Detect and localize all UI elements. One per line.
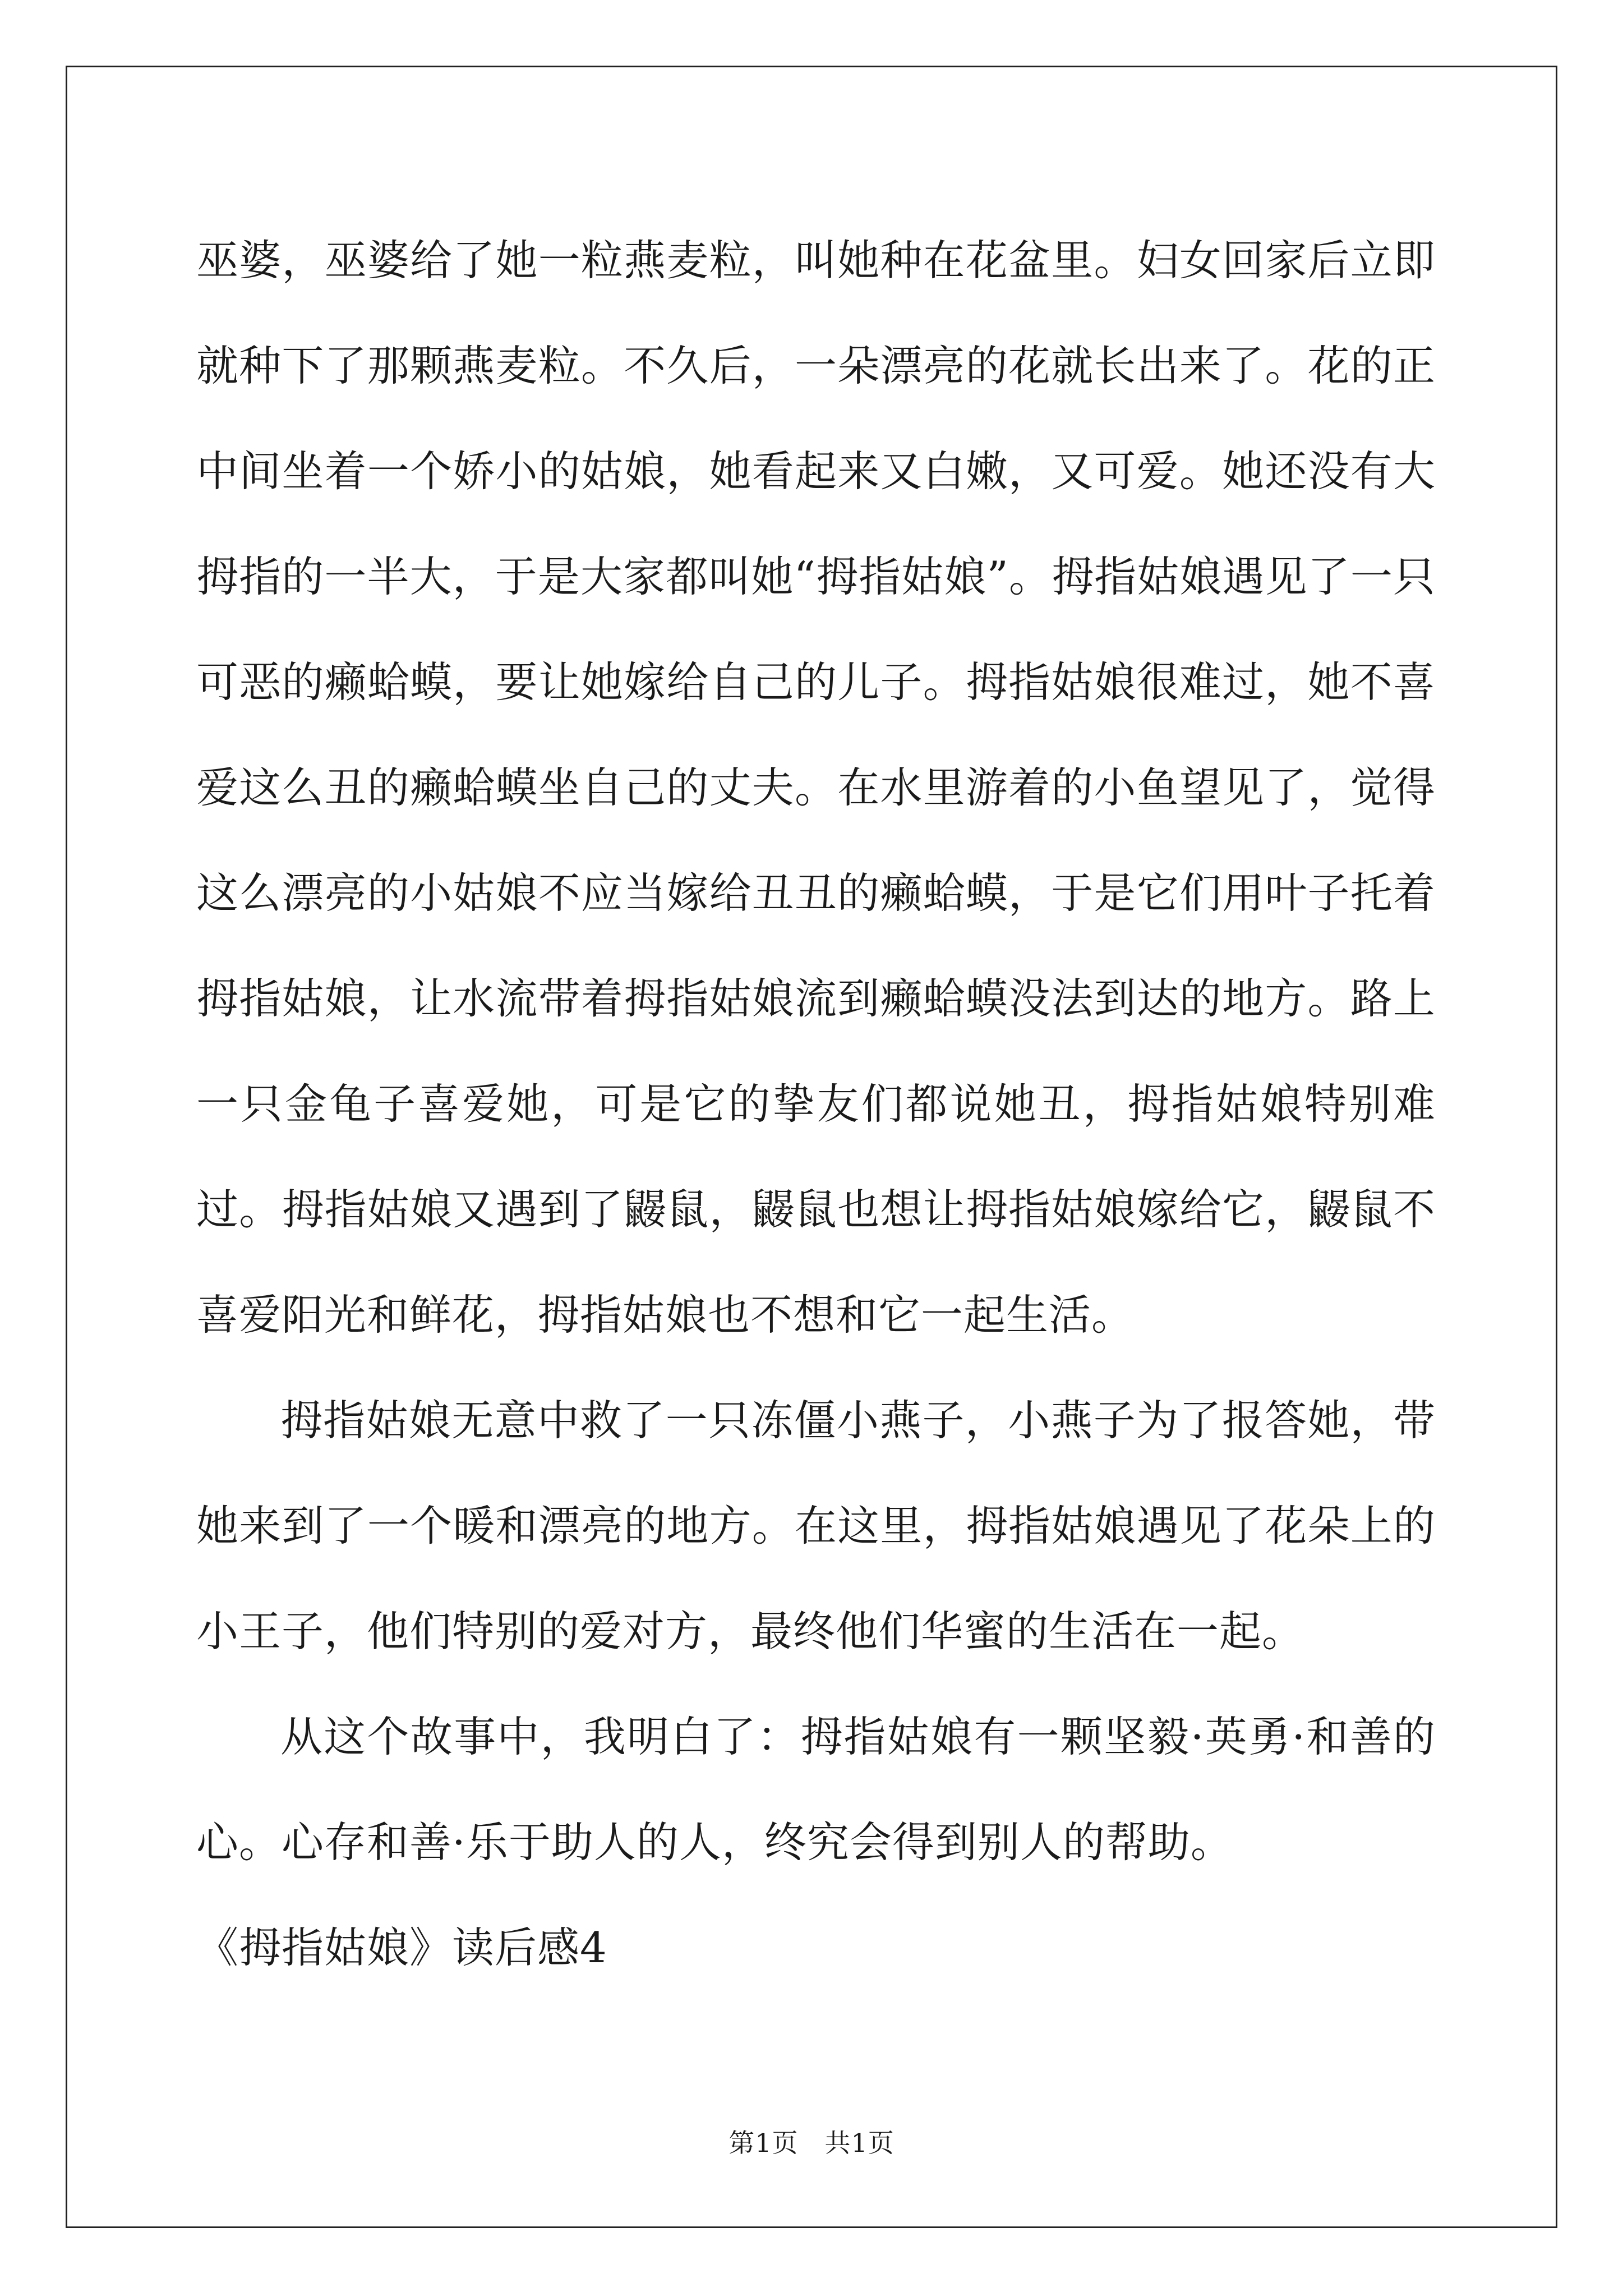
section-heading: 《拇指姑娘》读后感4 [196,1923,607,1972]
paragraph-3: 从这个故事中，我明白了：拇指姑娘有一颗坚毅·英勇·和善的心。心存和善·乐于助人的人，终究会得到别人的帮助。 [196,1712,1436,1867]
paragraph-1: 巫婆，巫婆给了她一粒燕麦粒，叫她种在花盆里。妇女回家后立即就种下了那颗燕麦粒。不久后，一朵漂亮的花就长出来了。花的正中间坐着一个娇小的姑娘，她看起来又白嫩，又可爱。她还没有大拇指的一半大，于是大家都叫她“拇指姑娘”。拇指姑娘遇见了一只可恶的癞蛤蟆，要让她嫁给自己的儿子。拇指姑娘很难过，她不喜爱这么丑的癞蛤蟆坐自己的丈夫。在水里游着的小鱼望见了，觉得这么漂亮的小姑娘不应当嫁给丑丑的癞蛤蟆，于是它们用叶子托着拇指姑娘，让水流带着拇指姑娘流到癞蛤蟆没法到达的地方。路上一只金龟子喜爱她，可是它的挚友们都说她丑，拇指姑娘特别难过。拇指姑娘又遇到了鼹鼠，鼹鼠也想让拇指姑娘嫁给它，鼹鼠不喜爱阳光和鲜花，拇指姑娘也不想和它一起生活。 [196,236,1436,1340]
paragraph-2: 拇指姑娘无意中救了一只冻僵小燕子，小燕子为了报答她，带她来到了一个暖和漂亮的地方。在这里，拇指姑娘遇见了花朵上的小王子，他们特别的爱对方，最终他们华蜜的生活在一起。 [196,1396,1436,1656]
page-footer: 第1页 共1页 [728,2128,895,2158]
document-body [196,208,1436,2000]
